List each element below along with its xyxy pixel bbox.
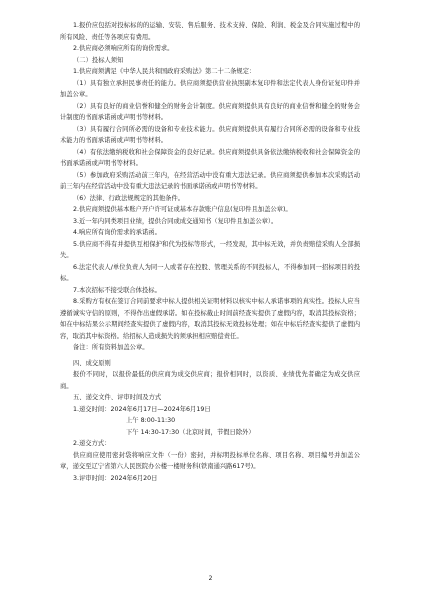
paragraph: （4）有依法缴纳税收和社会保障资金的良好记录。供应商须提供具备依法缴纳税收和社会保障资金的书面承诺函或声明书等材料。: [60, 148, 360, 167]
paragraph: 3.评审时间：2024年6月20日: [73, 474, 158, 482]
paragraph: 供应商应使用密封袋将响应文件（一份）密封，并标明投标单位名称、项目名称、项目编号并加盖公章，递交至辽宁省第六人民医院办公楼一楼财务科(铁南通兴路617号)。: [60, 451, 360, 470]
paragraph: （2）具有良好的商业信誉和健全的财务会计制度。供应商须提供具有良好的商业信誉和健全的财务会计制度的书面承诺函或声明书等材料。: [60, 102, 360, 121]
paragraph: 备注：所有资料加盖公章。: [73, 344, 149, 351]
paragraph: （6）法律、行政法规规定的其他条件。: [73, 194, 185, 202]
paragraph: 7.本次招标不接受联合体投标。: [73, 286, 161, 294]
paragraph: 4.响应所有询价需求的承诺函。: [73, 229, 161, 236]
paragraph: （二）投标人须知: [73, 56, 124, 64]
paragraph: 五、递交文件、评审时间及方式: [73, 394, 162, 401]
paragraph: 1.供应商须满足《中华人民共和国政府采购法》第二十二条规定：: [73, 68, 256, 75]
paragraph: 上午 8:00-11:30: [126, 417, 176, 424]
paragraph: （5）参加政府采购活动前三年内，在经营活动中没有重大违法记录。供应商须提供参加本次采购活动前三年内在经营活动中没有重大违法记录的书面承诺函或声明书等材料。: [60, 171, 360, 190]
paragraph: 四、成交原则: [73, 359, 111, 367]
paragraph: （3）具有履行合同所必需的设备和专业技术能力。供应商须提供具有履行合同所必需的设备和专业技术能力的书面承诺函或声明书等材料。: [60, 125, 360, 144]
paragraph: 3.近一年内同类项目业绩，提供合同或成交通知书（复印件且加盖公章）。: [73, 217, 278, 225]
paragraph: 下午 14:30-17:30（北京时间，节假日除外）: [126, 428, 255, 436]
document-body: [60, 20, 360, 484]
paragraph: 报价不同时，以报价最低的供应商为成交供应商；报价相同时，以资质、业绩优先者确定为成交供应商。: [60, 371, 360, 390]
paragraph: （1）具有独立承担民事责任的能力。供应商须提供营业执照副本复印件和法定代表人身份证复印件并加盖公章。: [60, 79, 360, 98]
paragraph: 8.采购方有权在签订合同前要求中标人提供相关证明材料以核实中标人承诺事项的真实性。投标人应当遵循诚实守信的原则，不得作出虚假承诺。如在投标截止时间前经查实提供了虚假内容，取消其投标资格；如在中标结果公示期间经查实提供了虚假内容，取消其投标无效投标处理；如在中标后经查实提供了虚假内容，取消其中标资格。给招标人造成损失的须承担相应赔偿责任。: [60, 298, 360, 340]
paragraph: 2.递交方式：: [73, 440, 111, 447]
paragraph: 6.法定代表人/单位负责人为同一人或者存在控股、管理关系的不同投标人，不得参加同一招标项目的投标。: [60, 263, 360, 282]
paragraph: 1.递交时间：2024年6月17日—2024年6月19日: [73, 405, 211, 413]
paragraph: 2.供应商须提供基本账户开户许可证或基本存款账户信息(复印件且加盖公章)。: [73, 206, 292, 213]
paragraph: 5.供应商不得有并提供互相保护和代为投标等形式，一经发现，其中标无效，并负责赔偿采购人全部损失。: [60, 240, 360, 259]
paragraph: 2.供应商必须响应所有的询价需求。: [73, 45, 174, 52]
paragraph: 1.报价应包括对投标标的的运输、安装、售后服务、技术支持、保险、利润、税金及合同实施过程中的所有风险、责任等各项应有费用。: [60, 22, 360, 41]
page-number: 2: [208, 575, 213, 582]
